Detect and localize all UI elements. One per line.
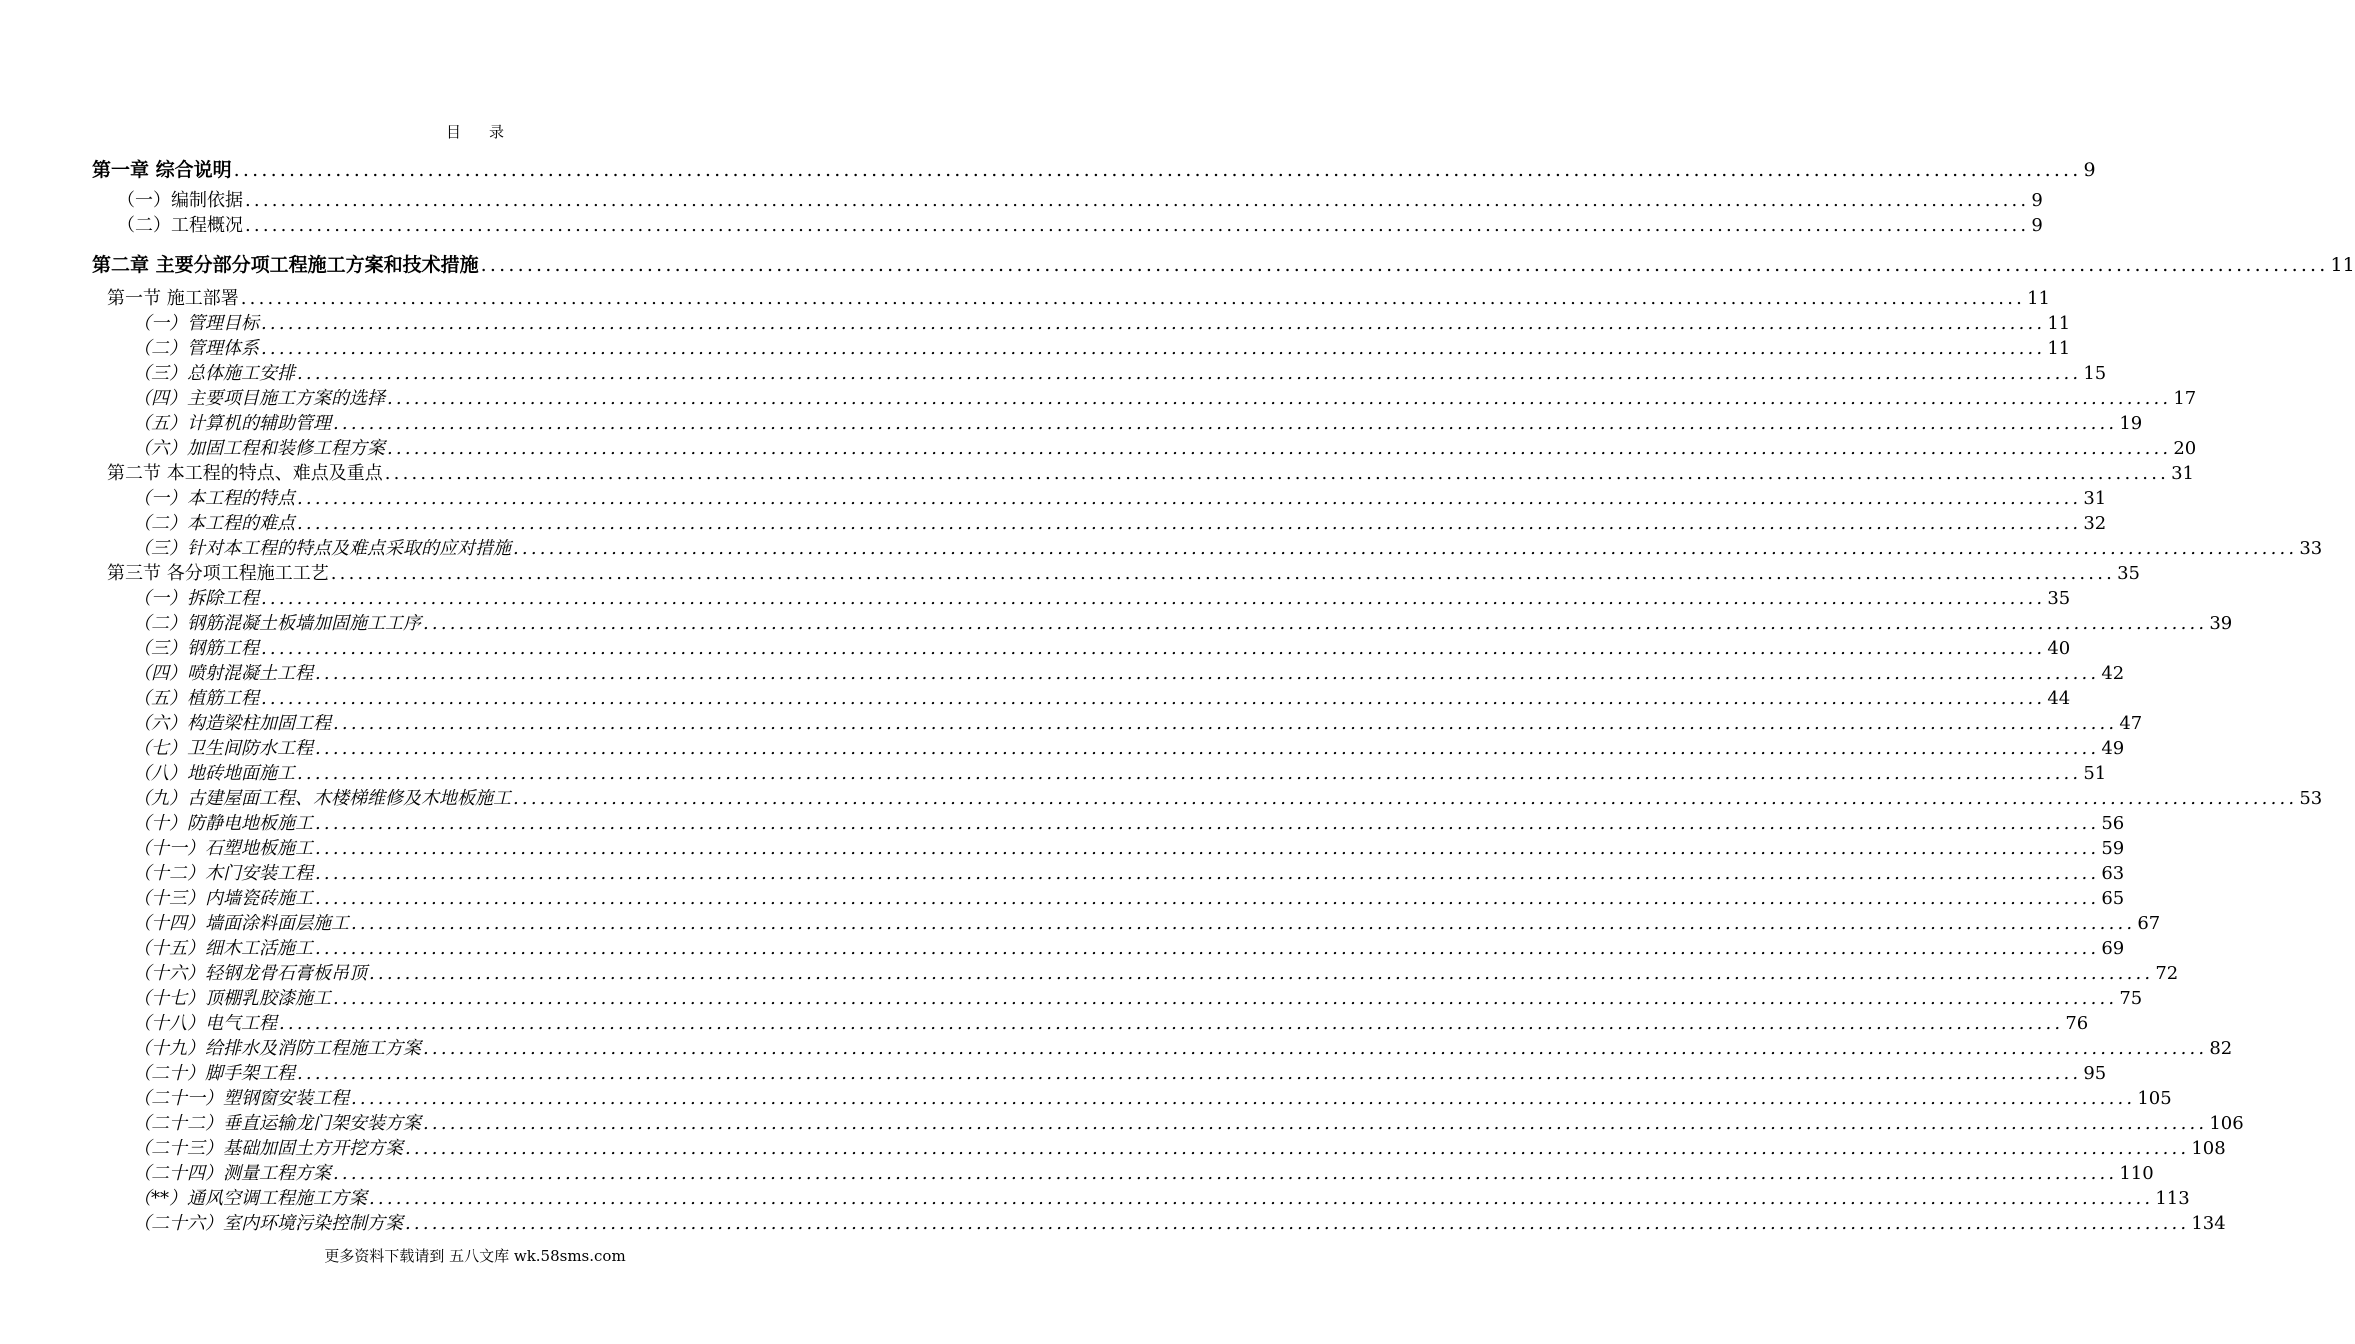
toc-entry-title: （六）加固工程和装修工程方案 xyxy=(133,438,385,459)
toc-entry[interactable] xyxy=(133,659,2125,685)
toc-entry-title: （一）本工程的特点 xyxy=(133,488,295,509)
toc-leader-dots: ........................................................................................................................................................................................................ xyxy=(261,313,2046,334)
toc-entry[interactable] xyxy=(133,384,2197,410)
toc-entry-title: （十六）轻钢龙骨石膏板吊顶 xyxy=(133,963,367,984)
toc-entry[interactable] xyxy=(117,211,2043,237)
toc-leader-dots: ........................................................................................................................................................................................................ xyxy=(245,215,2030,236)
toc-page-number: 31 xyxy=(2171,463,2194,484)
toc-row xyxy=(0,559,2140,585)
toc-entry[interactable] xyxy=(107,284,2050,310)
toc-page-number: 44 xyxy=(2047,688,2071,709)
toc-page-number: 31 xyxy=(2083,488,2107,509)
toc-page-number: 82 xyxy=(2209,1038,2233,1059)
toc-row xyxy=(0,1159,2154,1185)
toc-row xyxy=(0,211,2043,237)
toc-page-number: 47 xyxy=(2119,713,2143,734)
toc-entry[interactable] xyxy=(133,409,2143,435)
toc-leader-dots: ........................................................................................................................................................................................................ xyxy=(261,588,2046,609)
toc-leader-dots: ........................................................................................................................................................................................................ xyxy=(315,863,2100,884)
toc-row xyxy=(0,934,2125,960)
toc-leader-dots: ........................................................................................................................................................................................................ xyxy=(315,838,2100,859)
toc-entry[interactable] xyxy=(133,684,2071,710)
toc-leader-dots: ........................................................................................................................................................................................................ xyxy=(333,713,2118,734)
toc-entry[interactable] xyxy=(133,584,2071,610)
toc-page-number: 11 xyxy=(2047,313,2071,334)
toc-row xyxy=(0,509,2107,535)
toc-page-number: 35 xyxy=(2047,588,2071,609)
toc-leader-dots: ........................................................................................................................................................................................................ xyxy=(297,488,2082,509)
toc-leader-dots: ........................................................................................................................................................................................................ xyxy=(405,1138,2190,1159)
toc-entry[interactable] xyxy=(133,1059,2107,1085)
toc-entry[interactable] xyxy=(133,434,2197,460)
toc-entry[interactable] xyxy=(133,709,2143,735)
toc-row xyxy=(0,359,2107,385)
toc-row xyxy=(0,1009,2089,1035)
toc-entry[interactable] xyxy=(133,309,2071,335)
toc-page-number: 63 xyxy=(2101,863,2125,884)
toc-entry[interactable] xyxy=(133,734,2125,760)
toc-entry-title: （九）古建屋面工程、木楼梯维修及木地板施工 xyxy=(133,788,511,809)
toc-row xyxy=(0,309,2071,335)
toc-row xyxy=(0,484,2107,510)
toc-page-number: 19 xyxy=(2119,413,2143,434)
toc-page-number: 105 xyxy=(2137,1088,2172,1109)
toc-page-number: 95 xyxy=(2083,1063,2107,1084)
toc-row xyxy=(0,984,2143,1010)
toc-leader-dots: ........................................................................................................................................................................................................ xyxy=(297,513,2082,534)
toc-title-char-2: 录 xyxy=(489,123,505,141)
toc-leader-dots: ........................................................................................................................................................................................................ xyxy=(297,1063,2082,1084)
toc-entry-title: （十一）石塑地板施工 xyxy=(133,838,313,859)
toc-page-number: 108 xyxy=(2191,1138,2226,1159)
toc-entry[interactable] xyxy=(133,1034,2233,1060)
toc-leader-dots: ........................................................................................................................................................................................................ xyxy=(261,638,2046,659)
toc-entry-title: （三）总体施工安排 xyxy=(133,363,295,384)
toc-entry-title: （十九）给排水及消防工程施工方案 xyxy=(133,1038,421,1059)
toc-page-number: 106 xyxy=(2209,1113,2244,1134)
toc-entry-title: （七）卫生间防水工程 xyxy=(133,738,313,759)
toc-entry-title: （六）构造梁柱加固工程 xyxy=(133,713,331,734)
toc-leader-dots: ........................................................................................................................................................................................................ xyxy=(351,913,2136,934)
toc-entry[interactable] xyxy=(133,959,2179,985)
toc-entry[interactable] xyxy=(92,250,2355,277)
toc-entry-title: （二）工程概况 xyxy=(117,215,243,236)
toc-row xyxy=(0,859,2125,885)
toc-entry-title: （十）防静电地板施工 xyxy=(133,813,313,834)
toc-entry-title: （十七）顶棚乳胶漆施工 xyxy=(133,988,331,1009)
toc-leader-dots: ........................................................................................................................................................................................................ xyxy=(297,763,2082,784)
toc-entry[interactable] xyxy=(133,759,2107,785)
toc-entry[interactable] xyxy=(133,334,2071,360)
toc-leader-dots: ........................................................................................................................................................................................................ xyxy=(387,388,2172,409)
toc-row xyxy=(0,1034,2233,1060)
toc-leader-dots: ........................................................................................................................................................................................................ xyxy=(513,788,2298,809)
toc-row xyxy=(0,884,2125,910)
toc-entry-title: （一）管理目标 xyxy=(133,313,259,334)
toc-entry[interactable] xyxy=(92,155,2096,182)
toc-title xyxy=(0,121,950,142)
toc-entry[interactable] xyxy=(117,186,2043,212)
toc-entry-title: （二十）脚手架工程 xyxy=(133,1063,295,1084)
toc-row xyxy=(0,759,2107,785)
toc-entry-title: （二十四）测量工程方案 xyxy=(133,1163,331,1184)
toc-entry-title: （二十三）基础加固土方开挖方案 xyxy=(133,1138,403,1159)
toc-entry[interactable] xyxy=(133,509,2107,535)
toc-entry-title: （一）拆除工程 xyxy=(133,588,259,609)
toc-entry[interactable] xyxy=(133,859,2125,885)
toc-row xyxy=(0,334,2071,360)
toc-leader-dots: ........................................................................................................................................................................................................ xyxy=(333,413,2118,434)
toc-entry-title: （十五）细木工活施工 xyxy=(133,938,313,959)
toc-row xyxy=(0,534,2323,560)
toc-entry-title: （四）喷射混凝土工程 xyxy=(133,663,313,684)
toc-leader-dots: ........................................................................................................................................................................................................ xyxy=(369,1188,2154,1209)
toc-page-number: 35 xyxy=(2117,563,2140,584)
toc-page-number: 32 xyxy=(2083,513,2107,534)
toc-entry-title: （十二）木门安装工程 xyxy=(133,863,313,884)
toc-row xyxy=(0,1134,2226,1160)
toc-leader-dots: ........................................................................................................................................................................................................ xyxy=(330,563,2116,584)
toc-entry[interactable] xyxy=(133,784,2323,810)
toc-leader-dots: ........................................................................................................................................................................................................ xyxy=(245,190,2030,211)
toc-leader-dots: ........................................................................................................................................................................................................ xyxy=(279,1013,2064,1034)
toc-row xyxy=(0,634,2071,660)
toc-page-number: 53 xyxy=(2299,788,2323,809)
toc-entry[interactable] xyxy=(133,984,2143,1010)
toc-leader-dots: ........................................................................................................................................................................................................ xyxy=(405,1213,2190,1234)
toc-entry-title: 第一节 施工部署 xyxy=(107,288,239,309)
toc-row xyxy=(0,659,2125,685)
toc-row xyxy=(0,784,2323,810)
toc-leader-dots: ........................................................................................................................................................................................................ xyxy=(297,363,2082,384)
toc-leader-dots: ........................................................................................................................................................................................................ xyxy=(423,1113,2208,1134)
toc-entry-title: 第一章 综合说明 xyxy=(92,159,232,181)
toc-page-number: 11 xyxy=(2027,288,2050,309)
toc-row xyxy=(0,609,2233,635)
toc-row xyxy=(0,684,2071,710)
toc-page-number: 59 xyxy=(2101,838,2125,859)
toc-entry[interactable] xyxy=(133,909,2161,935)
toc-row xyxy=(0,384,2197,410)
toc-entry[interactable] xyxy=(133,359,2107,385)
toc-leader-dots: ........................................................................................................................................................................................................ xyxy=(261,338,2046,359)
toc-entry-title: （五）植筋工程 xyxy=(133,688,259,709)
toc-entry-title: （三）钢筋工程 xyxy=(133,638,259,659)
toc-entry[interactable] xyxy=(133,1009,2089,1035)
toc-row xyxy=(0,959,2179,985)
toc-entry-title: （二）管理体系 xyxy=(133,338,259,359)
toc-page-number: 69 xyxy=(2101,938,2125,959)
toc-leader-dots: ........................................................................................................................................................................................................ xyxy=(315,663,2100,684)
toc-entry[interactable] xyxy=(133,834,2125,860)
toc-row xyxy=(0,1084,2172,1110)
toc-row xyxy=(0,1209,2226,1235)
toc-page-number: 110 xyxy=(2119,1163,2154,1184)
toc-entry[interactable] xyxy=(133,884,2125,910)
toc-page-number: 76 xyxy=(2065,1013,2089,1034)
toc-page-number: 40 xyxy=(2047,638,2071,659)
toc-entry-title: （十八）电气工程 xyxy=(133,1013,277,1034)
toc-entry-title: （十四）墙面涂料面层施工 xyxy=(133,913,349,934)
toc-leader-dots: ........................................................................................................................................................................................................ xyxy=(315,738,2100,759)
toc-entry-title: （二十六）室内环境污染控制方案 xyxy=(133,1213,403,1234)
toc-page-number: 72 xyxy=(2155,963,2179,984)
toc-row xyxy=(0,584,2071,610)
toc-leader-dots: ........................................................................................................................................................................................................ xyxy=(369,963,2154,984)
toc-leader-dots: ........................................................................................................................................................................................................ xyxy=(315,813,2100,834)
toc-entry[interactable] xyxy=(133,609,2233,635)
toc-leader-dots: ........................................................................................................................................................................................................ xyxy=(261,688,2046,709)
toc-row xyxy=(0,909,2161,935)
toc-row xyxy=(0,250,2355,276)
toc-row xyxy=(0,186,2043,212)
toc-leader-dots: ........................................................................................................................................................................................................ xyxy=(333,1163,2118,1184)
toc-entry[interactable] xyxy=(133,1184,2190,1210)
toc-row xyxy=(0,734,2125,760)
toc-entry-title: 第二章 主要分部分项工程施工方案和技术措施 xyxy=(92,254,479,276)
toc-entry-title: （八）地砖地面施工 xyxy=(133,763,295,784)
toc-page-number: 9 xyxy=(2083,159,2096,181)
toc-page-number: 65 xyxy=(2101,888,2125,909)
toc-page-number: 49 xyxy=(2101,738,2125,759)
toc-leader-dots: ........................................................................................................................................................................................................ xyxy=(387,438,2172,459)
toc-page-number: 113 xyxy=(2155,1188,2190,1209)
toc-entry-title: （三）针对本工程的特点及难点采取的应对措施 xyxy=(133,538,511,559)
toc-row xyxy=(0,434,2197,460)
toc-leader-dots: ........................................................................................................................................................................................................ xyxy=(315,888,2100,909)
toc-leader-dots: ........................................................................................................................................................................................................ xyxy=(423,1038,2208,1059)
toc-entry-title: （二）钢筋混凝土板墙加固施工工序 xyxy=(133,613,421,634)
toc-leader-dots: ........................................................................................................................................................................................................ xyxy=(315,938,2100,959)
toc-entry-title: （五）计算机的辅助管理 xyxy=(133,413,331,434)
toc-leader-dots: ........................................................................................................................................................................................................ xyxy=(513,538,2298,559)
toc-page-number: 75 xyxy=(2119,988,2143,1009)
toc-leader-dots: ........................................................................................................................................................................................................ xyxy=(480,254,2329,276)
toc-entry-title: （**）通风空调工程施工方案 xyxy=(133,1188,367,1209)
toc-entry[interactable] xyxy=(133,634,2071,660)
toc-row xyxy=(0,834,2125,860)
footer-note: 更多资料下载请到 五八文库 wk.58sms.com xyxy=(324,1247,626,1265)
toc-row xyxy=(0,459,2194,485)
toc-page-number: 51 xyxy=(2083,763,2107,784)
toc-row xyxy=(0,709,2143,735)
toc-page-number: 9 xyxy=(2031,190,2043,211)
toc-entry-title: 第二节 本工程的特点、难点及重点 xyxy=(107,463,383,484)
toc-entry-title: （二十二）垂直运输龙门架安装方案 xyxy=(133,1113,421,1134)
toc-entry[interactable] xyxy=(133,934,2125,960)
toc-entry[interactable] xyxy=(107,559,2140,585)
toc-entry-title: （一）编制依据 xyxy=(117,190,243,211)
toc-row xyxy=(0,409,2143,435)
toc-entry[interactable] xyxy=(133,1109,2244,1135)
toc-page-number: 9 xyxy=(2031,215,2043,236)
toc-entry-title: （二十一）塑钢窗安装工程 xyxy=(133,1088,349,1109)
toc-entry-title: 第三节 各分项工程施工工艺 xyxy=(107,563,329,584)
toc-page-number: 20 xyxy=(2173,438,2197,459)
toc-leader-dots: ........................................................................................................................................................................................................ xyxy=(423,613,2208,634)
toc-page-number: 11 xyxy=(2330,254,2355,276)
toc-leader-dots: ........................................................................................................................................................................................................ xyxy=(233,159,2082,181)
toc-title-char-1: 目 xyxy=(445,123,461,141)
toc-page-number: 67 xyxy=(2137,913,2161,934)
toc-entry-title: （十三）内墙瓷砖施工 xyxy=(133,888,313,909)
toc-entry[interactable] xyxy=(133,1209,2226,1235)
toc-page-number: 134 xyxy=(2191,1213,2226,1234)
toc-entry-title: （四）主要项目施工方案的选择 xyxy=(133,388,385,409)
toc-entry[interactable] xyxy=(133,484,2107,510)
toc-entry[interactable] xyxy=(133,809,2125,835)
toc-page-number: 11 xyxy=(2047,338,2071,359)
toc-entry[interactable] xyxy=(133,1084,2172,1110)
toc-row xyxy=(0,1109,2244,1135)
toc-row xyxy=(0,1184,2190,1210)
toc-row xyxy=(0,809,2125,835)
toc-entry[interactable] xyxy=(107,459,2194,485)
toc-entry[interactable] xyxy=(133,534,2323,560)
toc-row xyxy=(0,155,2096,181)
toc-row xyxy=(0,284,2050,310)
toc-page-number: 42 xyxy=(2101,663,2125,684)
toc-entry-title: （二）本工程的难点 xyxy=(133,513,295,534)
toc-leader-dots: ........................................................................................................................................................................................................ xyxy=(384,463,2170,484)
toc-page-number: 17 xyxy=(2173,388,2197,409)
toc-row xyxy=(0,1059,2107,1085)
toc-leader-dots: ........................................................................................................................................................................................................ xyxy=(333,988,2118,1009)
toc-entry[interactable] xyxy=(133,1134,2226,1160)
toc-page-number: 39 xyxy=(2209,613,2233,634)
toc-entry[interactable] xyxy=(133,1159,2154,1185)
toc-leader-dots: ........................................................................................................................................................................................................ xyxy=(240,288,2026,309)
toc-page-number: 15 xyxy=(2083,363,2107,384)
toc-leader-dots: ........................................................................................................................................................................................................ xyxy=(351,1088,2136,1109)
toc-page-number: 33 xyxy=(2299,538,2323,559)
toc-page-number: 56 xyxy=(2101,813,2125,834)
